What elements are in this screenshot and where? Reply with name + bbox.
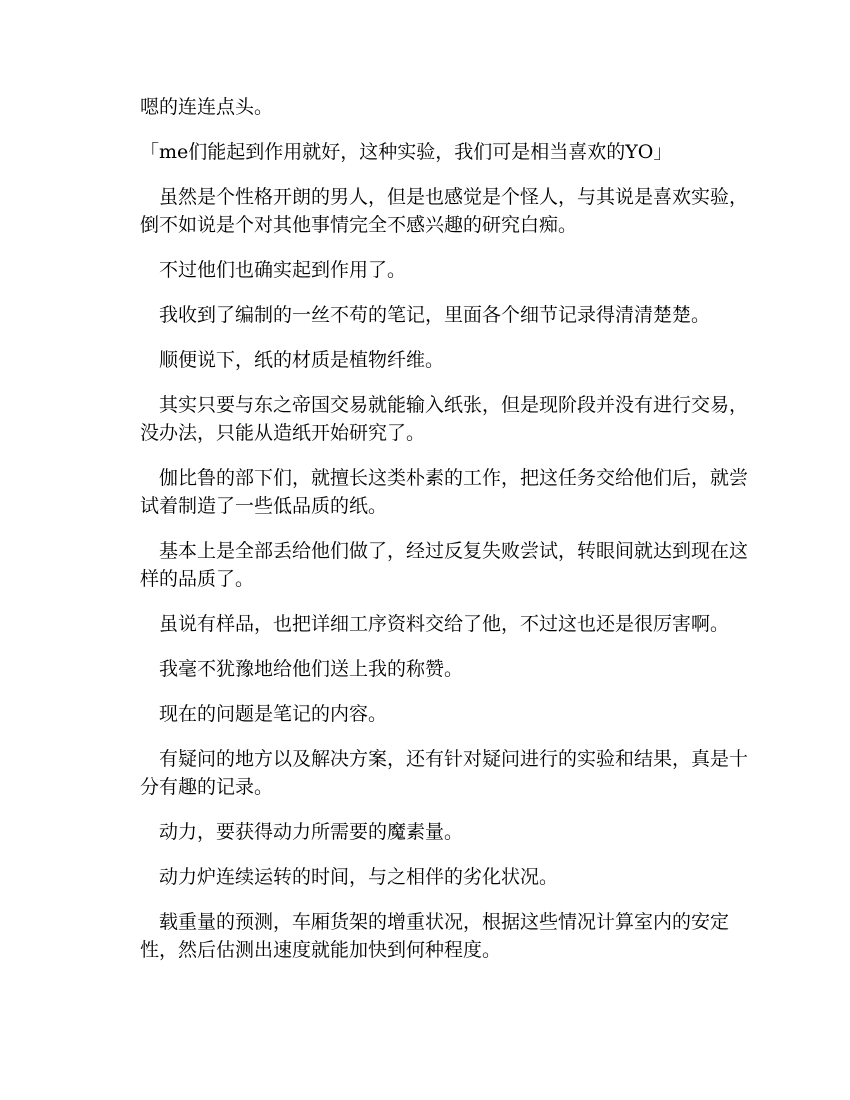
paragraph: 不过他们也确实起到作用了。 bbox=[159, 259, 407, 281]
paragraph: 「me们能起到作用就好，这种实验，我们可是相当喜欢的YO」 bbox=[140, 141, 673, 163]
paragraph: 现在的问题是笔记的内容。 bbox=[159, 703, 388, 725]
document-body bbox=[140, 93, 750, 981]
paragraph: 载重量的预测，车厢货架的增重状况，根据这些情况计算室内的安定性，然后估测出速度就能加快到何种程度。 bbox=[140, 911, 730, 961]
paragraph: 我毫不犹豫地给他们送上我的称赞。 bbox=[159, 658, 464, 680]
paragraph: 动力，要获得动力所需要的魔素量。 bbox=[159, 821, 464, 843]
paragraph: 伽比鲁的部下们，就擅长这类朴素的工作，把这任务交给他们后，就尝试着制造了一些低品质的纸。 bbox=[140, 467, 749, 517]
paragraph: 基本上是全部丢给他们做了，经过反复失败尝试，转眼间就达到现在这样的品质了。 bbox=[140, 540, 749, 590]
paragraph: 虽然是个性格开朗的男人，但是也感觉是个怪人，与其说是喜欢实验，倒不如说是个对其他事情完全不感兴趣的研究白痴。 bbox=[140, 186, 749, 236]
paragraph: 其实只要与东之帝国交易就能输入纸张，但是现阶段并没有进行交易，没办法，只能从造纸开始研究了。 bbox=[140, 394, 749, 444]
paragraph: 有疑问的地方以及解决方案，还有针对疑问进行的实验和结果，真是十分有趣的记录。 bbox=[140, 748, 749, 798]
paragraph: 顺便说下，纸的材质是植物纤维。 bbox=[159, 349, 445, 371]
paragraph: 嗯的连连点头。 bbox=[140, 96, 274, 118]
paragraph: 动力炉连续运转的时间，与之相伴的劣化状况。 bbox=[159, 866, 559, 888]
paragraph: 我收到了编制的一丝不苟的笔记，里面各个细节记录得清清楚楚。 bbox=[159, 304, 711, 326]
paragraph: 虽说有样品，也把详细工序资料交给了他，不过这也还是很厉害啊。 bbox=[159, 613, 730, 635]
